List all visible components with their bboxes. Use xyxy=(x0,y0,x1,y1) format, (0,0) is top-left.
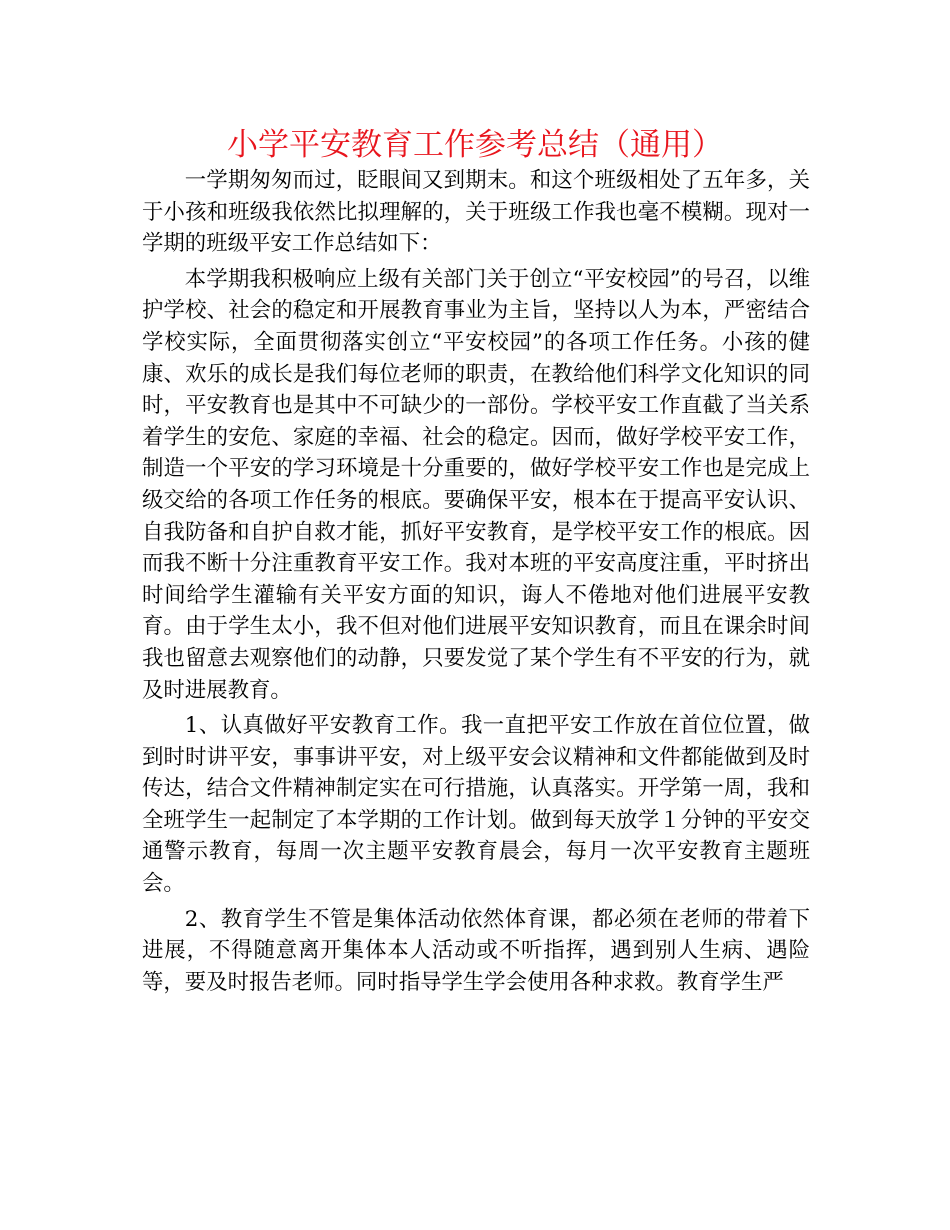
paragraph-item-1: 1、认真做好平安教育工作。我一直把平安工作放在首位位置，做到时时讲平安，事事讲平安，对上级平安会议精神和文件都能做到及时传达，结合文件精神制定实在可行措施，认真落实。开学第一周，我和全班学生一起制定了本学期的工作计划。做到每天放学１分钟的平安交通警示教育，每周一次主题平安教育晨会，每月一次平安教育主题班会。 xyxy=(142,713,810,897)
document-title: 小学平安教育工作参考总结（通用） xyxy=(227,127,723,163)
document-body xyxy=(142,165,810,998)
paragraph-intro: 一学期匆匆而过，眨眼间又到期末。和这个班级相处了五年多，关于小孩和班级我依然比拟理解的，关于班级工作我也毫不模糊。现对一学期的班级平安工作总结如下： xyxy=(142,168,810,257)
paragraph-main: 本学期我积极响应上级有关部门关于创立“平安校园”的号召，以维护学校、社会的稳定和开展教育事业为主旨，坚持以人为本，严密结合学校实际，全面贯彻落实创立“平安校园”的各项工作任务。小孩的健康、欢乐的成长是我们每位老师的职责，在教给他们科学文化知识的同时，平安教育也是其中不可缺少的一部份。学校平安工作直截了当关系着学生的安危、家庭的幸福、社会的稳定。因而，做好学校平安工作，制造一个平安的学习环境是十分重要的，做好学校平安工作也是完成上级交给的各项工作任务的根底。要确保平安，根本在于提高平安认识、自我防备和自护自救才能，抓好平安教育，是学校平安工作的根底。因而我不断十分注重教育平安工作。我对本班的平安高度注重，平时挤出时间给学生灌输有关平安方面的知识，诲人不倦地对他们进展平安教育。由于学生太小，我不但对他们进展平安知识教育，而且在课余时间我也留意去观察他们的动静，只要发觉了某个学生有不平安的行为，就及时进展教育。 xyxy=(142,266,810,703)
paragraph-item-2: 2、教育学生不管是集体活动依然体育课，都必须在老师的带着下进展，不得随意离开集体本人活动或不听指挥，遇到别人生病、遇险等，要及时报告老师。同时指导学生学会使用各种求救。教育学生严 xyxy=(142,906,810,995)
